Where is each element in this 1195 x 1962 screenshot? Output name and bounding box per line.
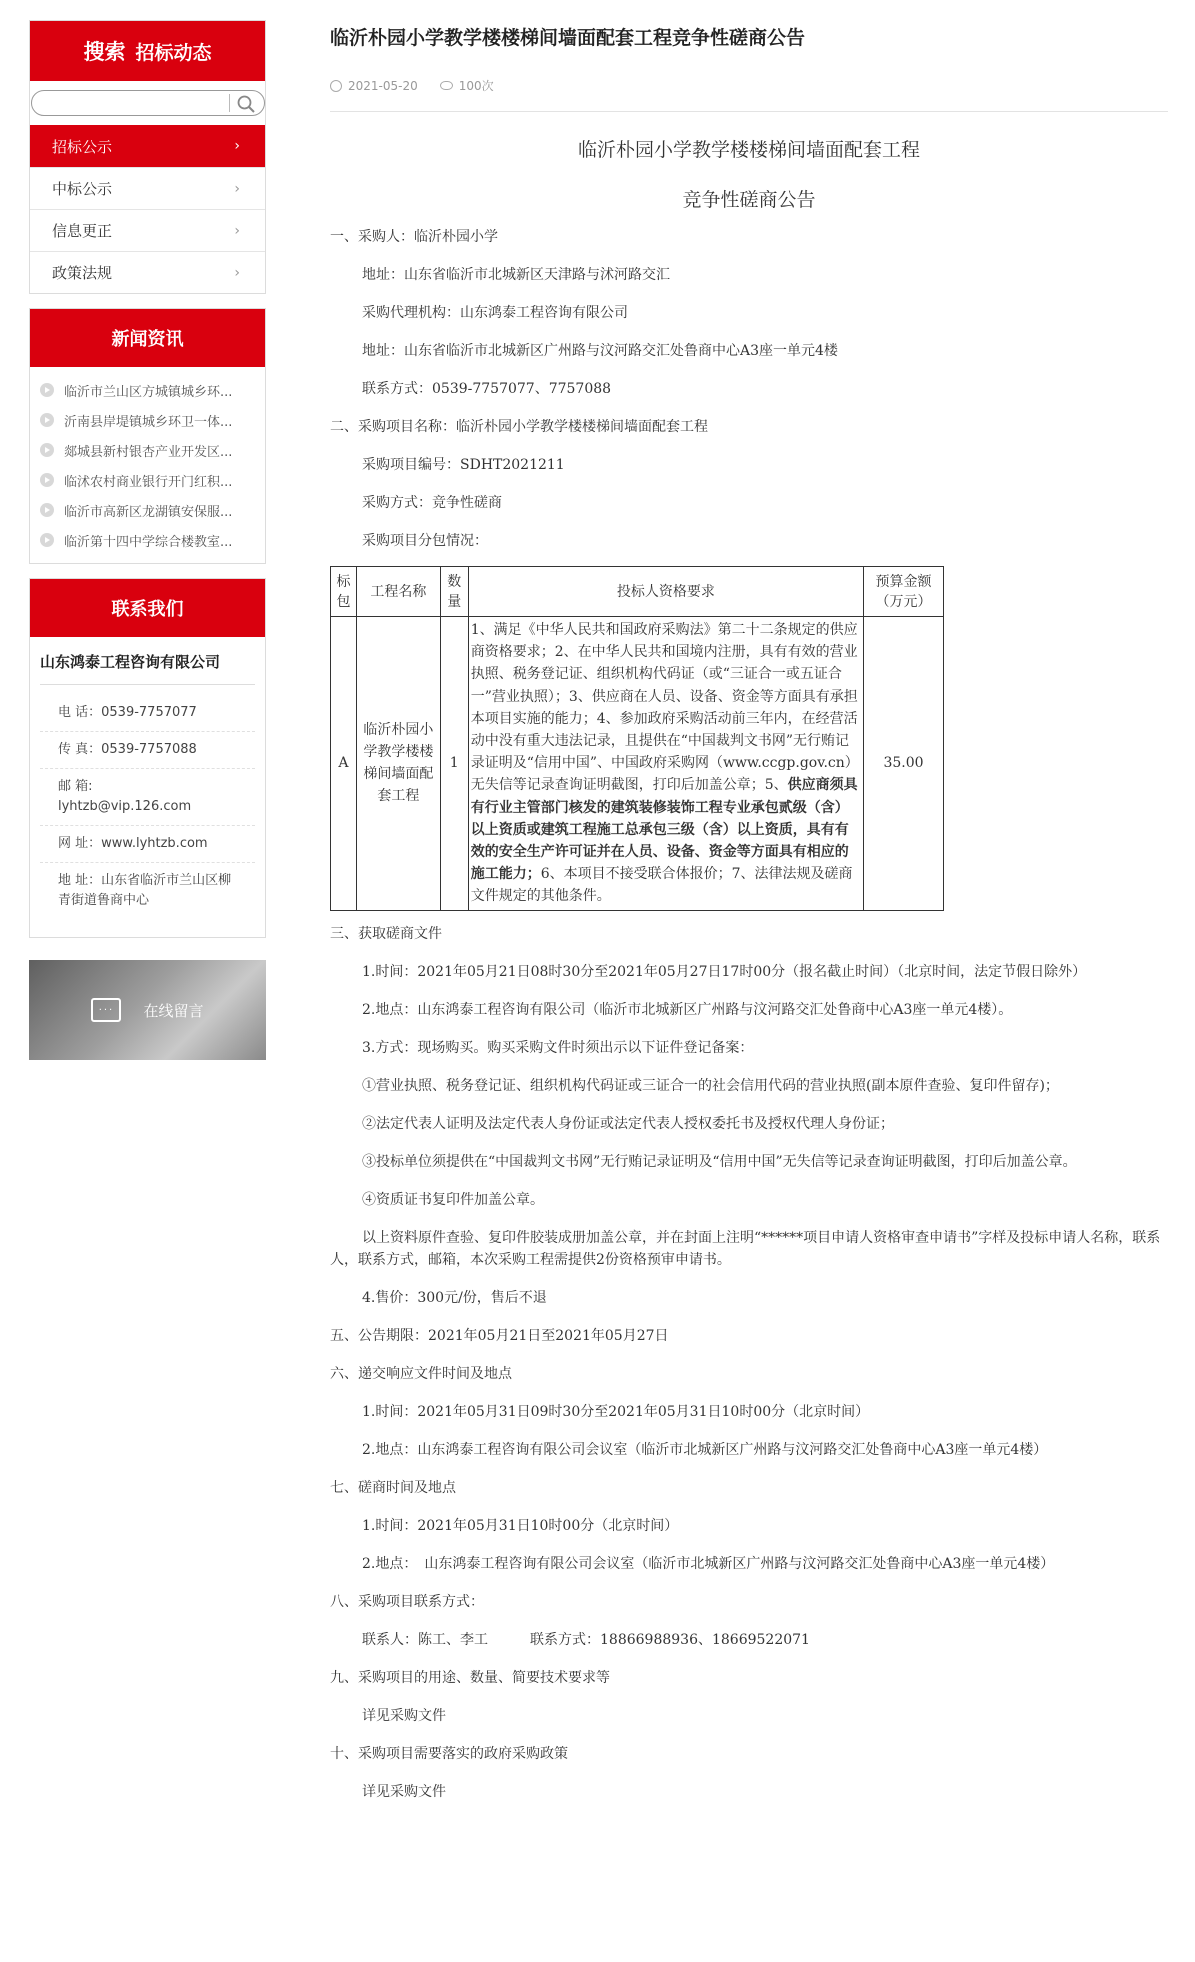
chat-bubble-icon: ··· [91, 998, 121, 1022]
search-header-subtitle: 招标动态 [135, 41, 212, 64]
news-item-title: 临沂市兰山区方城镇城乡环... [64, 384, 233, 400]
paragraph: ②法定代表人证明及法定代表人身份证或法定代表人授权委托书及授权代理人身份证； [362, 1115, 894, 1132]
budget-cell: 35.00 [864, 617, 944, 911]
paragraph: 1.时间：2021年05月21日08时30分至2021年05月27日17时00分（报名截止时间）（北京时间，法定节假日除外） [362, 963, 1087, 980]
clock-icon [330, 80, 342, 92]
requirements-cell [468, 617, 863, 911]
section-heading: 五、公告期限：2021年05月21日至2021年05月27日 [330, 1327, 669, 1344]
paragraph: 3.方式：现场购买。购买采购文件时须出示以下证件登记备案： [362, 1039, 754, 1056]
section-heading: 十、采购项目需要落实的政府采购政策 [330, 1745, 568, 1762]
news-item-title: 临沂第十四中学综合楼教室... [64, 534, 233, 550]
menu-item-correction[interactable] [30, 209, 265, 251]
menu-item-label: 中标公示 [52, 180, 113, 198]
paragraph: 采购代理机构：山东鸿泰工程咨询有限公司 [362, 305, 628, 321]
menu-item-label: 招标公示 [52, 137, 113, 156]
search-block [29, 20, 266, 294]
paragraph: 2.地点：山东鸿泰工程咨询有限公司会议室（临沂市北城新区广州路与汶河路交汇处鲁商中心A3座一单元4楼） [362, 1441, 1048, 1458]
requirements-text: 6、本项目不接受联合体报价；7、法律法规及磋商文件规定的其他条件。 [470, 866, 853, 905]
paragraph: 4.售价：300元/份，售后不退 [362, 1289, 547, 1306]
menu-item-label: 政策法规 [52, 264, 113, 282]
search-header-title: 搜索 [83, 40, 126, 64]
paragraph: 采购项目编号：SDHT2021211 [362, 457, 565, 473]
arrow-bullet-icon [40, 383, 54, 397]
contact-address: 地 址：山东省临沂市兰山区柳青街道鲁商中心 [58, 873, 232, 908]
doc-subtitle: 竞争性磋商公告 [682, 189, 816, 211]
arrow-bullet-icon [40, 503, 54, 517]
paragraph: 采购项目分包情况： [362, 533, 488, 549]
chevron-right-icon: › [234, 180, 240, 197]
contact-email [40, 769, 255, 826]
online-message-button[interactable] [29, 960, 266, 1060]
paragraph: 采购方式：竞争性磋商 [362, 495, 502, 511]
section-heading: 八、采购项目联系方式： [330, 1593, 484, 1610]
paragraph: 1.时间：2021年05月31日10时00分（北京时间） [362, 1517, 679, 1534]
chevron-right-icon: › [234, 264, 240, 281]
arrow-bullet-icon [40, 533, 54, 547]
table-header-cell: 标包 [331, 567, 357, 617]
contact-email-value: lyhtzb@vip.126.com [58, 799, 192, 814]
eye-icon [440, 81, 453, 90]
section-heading: 三、获取磋商文件 [330, 925, 442, 942]
table-header-cell: 预算金额（万元） [864, 567, 944, 617]
table-header-cell: 工程名称 [356, 567, 440, 617]
requirements-text: 1、满足《中华人民共和国政府采购法》第二十二条规定的供应商资格要求；2、在中华人民共和国境内注册，具有有效的营业执照、税务登记证、组织机构代码证（或“三证合一或五证合一”营业执照）；3、供应商在人员、设备、资金等方面具有承担本项目实施的能力；4、参加政府采购活动前三年内，在经营活动中没有重大违法记录，且提供在“中国裁判文书网”无行贿记录证明及“信用中国”、中国政府采购网（www.ccgp.gov.cn）无失信等记录查询证明截图，打印后加盖公章；5、 [470, 622, 859, 794]
search-header [30, 21, 265, 81]
news-item-title: 临沂市高新区龙湖镇安保服... [64, 504, 233, 520]
contact-email-label: 邮 箱: [58, 779, 93, 794]
news-item[interactable] [30, 435, 265, 465]
contact-fax: 传 真：0539-7757088 [40, 732, 255, 769]
paragraph: ①营业执照、税务登记证、组织机构代码证或三证合一的社会信用代码的营业执照(副本原件查验、复印件留存)； [362, 1077, 1059, 1094]
contact-body [30, 637, 265, 937]
section-heading: 九、采购项目的用途、数量、简要技术要求等 [330, 1669, 610, 1686]
contact-web: 网 址：www.lyhtzb.com [40, 826, 255, 863]
contact-tel: 电 话：0539-7757077 [40, 695, 255, 732]
table-header-row [331, 567, 944, 617]
chevron-right-icon: › [234, 222, 240, 239]
publish-date-value: 2021-05-20 [348, 78, 418, 93]
news-item[interactable] [30, 525, 265, 555]
search-box [31, 90, 265, 116]
section-heading: 六、递交响应文件时间及地点 [330, 1365, 512, 1382]
menu-item-bid-notice[interactable] [30, 125, 265, 167]
project-name-cell: 临沂朴园小学教学楼楼梯间墙面配套工程 [356, 617, 440, 911]
news-item[interactable] [30, 375, 265, 405]
lot-table [330, 566, 944, 911]
search-icon[interactable] [236, 94, 256, 114]
contact-header: 联系我们 [30, 579, 265, 637]
paragraph: 2.地点：山东鸿泰工程咨询有限公司（临沂市北城新区广州路与汶河路交汇处鲁商中心A3座一单元4楼）。 [362, 1001, 1013, 1018]
paragraph: 地址：山东省临沂市北城新区天津路与沭河路交汇 [362, 267, 670, 283]
search-input[interactable] [42, 91, 232, 115]
view-count-value: 100次 [458, 79, 494, 93]
arrow-bullet-icon [40, 473, 54, 487]
arrow-bullet-icon [40, 413, 54, 427]
section-heading: 一、采购人：临沂朴园小学 [330, 229, 498, 245]
section-heading: 七、磋商时间及地点 [330, 1479, 456, 1496]
news-item[interactable] [30, 405, 265, 435]
quantity-cell: 1 [440, 617, 468, 911]
requirements-bold-text: 供应商须具有行业主管部门核发的建筑装修装饰工程专业承包贰级（含）以上资质或建筑工程施工总承包三级（含）以上资质，具有有效的安全生产许可证并在人员、设备、资金等方面具有相应的施工能力； [470, 777, 858, 883]
paragraph: 详见采购文件 [362, 1783, 446, 1800]
article-meta [330, 74, 1168, 112]
paragraph: 2.地点： 山东鸿泰工程咨询有限公司会议室（临沂市北城新区广州路与汶河路交汇处鲁商中心A3座一单元4楼） [362, 1555, 1055, 1572]
search-row [30, 81, 265, 125]
paragraph: 联系人：陈工、李工 联系方式：18866988936、18669522071 [362, 1631, 810, 1648]
doc-title: 临沂朴园小学教学楼楼梯间墙面配套工程 [577, 139, 920, 161]
news-item-title: 临沭农村商业银行开门红积... [64, 474, 233, 490]
section-heading: 二、采购项目名称：临沂朴园小学教学楼楼梯间墙面配套工程 [330, 419, 708, 435]
main-content [330, 20, 1168, 1803]
view-count [440, 77, 494, 94]
paragraph: 地址：山东省临沂市北城新区广州路与汶河路交汇处鲁商中心A3座一单元4楼 [362, 343, 838, 359]
paragraph: 以上资料原件查验、复印件胶装成册加盖公章，并在封面上注明“******项目申请人资格审查申请书”字样及投标申请人名称，联系人，联系方式，邮箱，本次采购工程需提供2份资格预审申请书。 [330, 1229, 1161, 1268]
paragraph: 详见采购文件 [362, 1707, 446, 1724]
news-item-title: 沂南县岸堤镇城乡环卫一体... [64, 414, 233, 430]
paragraph: ③投标单位须提供在“中国裁判文书网”无行贿记录证明及“信用中国”无失信等记录查询证明截图，打印后加盖公章。 [362, 1153, 1077, 1170]
paragraph: 1.时间：2021年05月31日09时30分至2021年05月31日10时00分（北京时间） [362, 1403, 870, 1420]
table-header-cell: 投标人资格要求 [468, 567, 863, 617]
chevron-right-icon: › [234, 138, 240, 154]
publish-date [330, 79, 418, 93]
table-header-cell: 数量 [440, 567, 468, 617]
paragraph: 联系方式：0539-7757077、7757088 [362, 381, 612, 397]
contact-block [29, 578, 266, 938]
lot-cell: A [331, 617, 357, 911]
page-title: 临沂朴园小学教学楼楼梯间墙面配套工程竞争性磋商公告 [330, 27, 806, 49]
news-item-title: 郯城县新村银杏产业开发区... [64, 444, 233, 460]
news-item[interactable] [30, 495, 265, 525]
table-row [331, 617, 944, 911]
news-list [30, 367, 265, 563]
article-body [330, 134, 1168, 1803]
menu-item-policy[interactable] [30, 251, 265, 293]
sidebar [29, 20, 266, 1060]
search-divider [229, 94, 230, 112]
news-item[interactable] [30, 465, 265, 495]
contact-company: 山东鸿泰工程咨询有限公司 [40, 651, 255, 685]
online-message-label: 在线留言 [143, 1001, 204, 1020]
menu-item-label: 信息更正 [52, 222, 113, 240]
arrow-bullet-icon [40, 443, 54, 457]
news-block [29, 308, 266, 564]
menu-item-award-notice[interactable] [30, 167, 265, 209]
news-header: 新闻资讯 [30, 309, 265, 367]
paragraph: ④资质证书复印件加盖公章。 [362, 1191, 544, 1208]
